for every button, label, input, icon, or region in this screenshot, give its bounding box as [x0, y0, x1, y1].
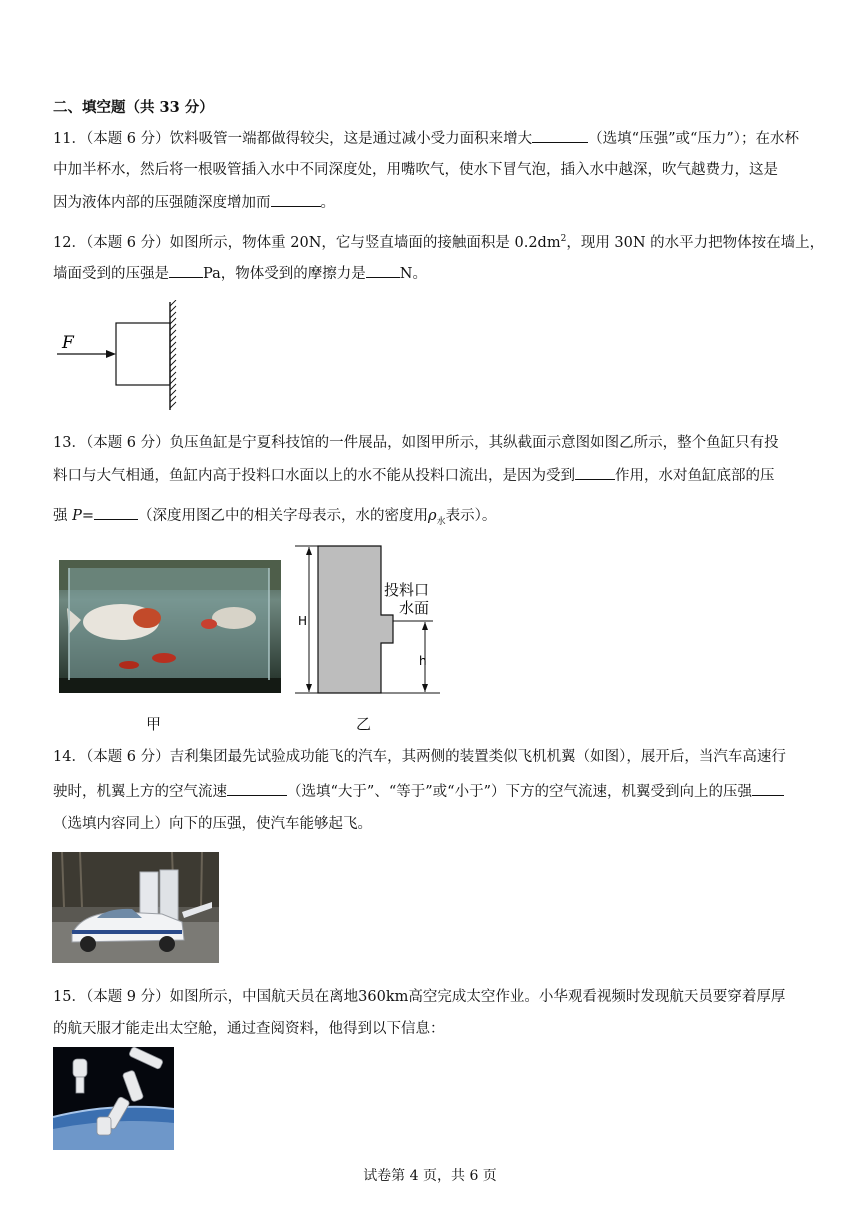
q13-text: 料口与大气相通，鱼缸内高于投料口水面以上的水不能从投料口流出，是因为受到: [53, 468, 575, 484]
answer-blank[interactable]: [227, 781, 287, 796]
q14-line-3: [53, 814, 372, 834]
fish-tank-photo: [59, 560, 281, 693]
tank-section: [318, 546, 393, 693]
q12-line-2: [53, 263, 427, 284]
block: [116, 323, 170, 385]
q13-text: （深度用图乙中的相关字母表示，水的密度用: [138, 508, 429, 524]
q12-text: ，现用 30N 的水平力把物体按在墙上，: [566, 234, 825, 251]
tank-cross-section-diagram: [295, 543, 445, 698]
q11-text: 。: [320, 195, 335, 211]
q15-line-1: [53, 987, 785, 1007]
answer-blank[interactable]: [532, 128, 588, 143]
q14-text: 14．（本题 6 分）吉利集团最先试验成功能飞的汽车，其两侧的装置类似飞机机翼（如图），展开后，当汽车高速行: [53, 749, 786, 765]
caption-jia: 甲: [146, 715, 162, 733]
q11-text: 中加半杯水，然后将一根吸管插入水中不同深度处，用嘴吹气，使水下冒气泡，插入水中越深，吹气越费力，这是: [53, 162, 778, 178]
label-water-surface: 水面: [399, 599, 430, 617]
q15-text: 15．（本题 9 分）如图所示，中国航天员在离地360km高空完成太空作业。小华观看视频时发现航天员要穿着厚厚: [53, 989, 786, 1005]
q12-text: N。: [399, 266, 427, 282]
caption-yi: 乙: [356, 715, 372, 733]
density-subscript: 水: [436, 516, 446, 527]
q13-text: 强: [53, 508, 73, 524]
q11-line-3: [53, 192, 335, 213]
q13-text: 表示）。: [445, 508, 497, 524]
q14-text: （选填“大于”、“等于”或“小于”）下方的空气流速，机翼受到向上的压强: [287, 784, 752, 800]
page-footer: 试卷第 4 页，共 6 页: [363, 1168, 497, 1184]
arrow-head-icon: [422, 684, 428, 692]
q14-line-2: [53, 781, 784, 802]
pressure-symbol: P: [72, 508, 82, 524]
label-inlet: 投料口: [384, 581, 430, 599]
q14-line-1: [53, 747, 786, 767]
arrow-head-icon: [306, 684, 312, 692]
arrow-head-icon: [306, 547, 312, 555]
q14-text: 驶时，机翼上方的空气流速: [53, 784, 227, 800]
force-label: F: [62, 333, 74, 353]
superscript: 2: [560, 234, 567, 244]
q11-text: 11．（本题 6 分）饮料吸管一端都做得较尖，这是通过减小受力面积来增大: [53, 131, 533, 147]
q15-text: 的航天服才能走出太空舱，通过查阅资料，他得到以下信息：: [53, 1021, 445, 1037]
density-symbol: ρ: [428, 508, 437, 524]
answer-blank[interactable]: [366, 263, 400, 278]
q11-line-1: [53, 128, 799, 149]
q13-line-1: [53, 433, 779, 453]
q11-text: （选填“压强”或“压力”）；在水杯: [588, 131, 800, 147]
q11-line-2: [53, 160, 778, 180]
q12-text: 12．（本题 6 分）如图所示，物体重 20N，它与竖直墙面的接触面积是 0.2dm: [53, 234, 561, 251]
q13-text: 13．（本题 6 分）负压鱼缸是宁夏科技馆的一件展品，如图甲所示，其纵截面示意图如图乙所示，整个鱼缸只有投: [53, 435, 779, 451]
q13-line-2: [53, 465, 775, 486]
force-wall-diagram: [52, 300, 192, 412]
q12-text: 墙面受到的压强是: [53, 266, 169, 282]
arrow-head-icon: [422, 622, 428, 630]
wall-hatching: [170, 300, 176, 408]
answer-blank[interactable]: [94, 505, 138, 520]
q14-text: （选填内容同上）向下的压强，使汽车能够起飞。: [53, 816, 372, 832]
answer-blank[interactable]: [575, 465, 615, 480]
answer-blank[interactable]: [271, 192, 321, 207]
q13-line-3: [53, 505, 496, 532]
label-H: H: [298, 614, 308, 628]
flying-car-photo: [52, 852, 219, 963]
q12-text: Pa，物体受到的摩擦力是: [203, 266, 366, 282]
astronaut-spacewalk-photo: [53, 1047, 174, 1150]
q11-text: 因为液体内部的压强随深度增加而: [53, 195, 271, 211]
q13-text: =: [81, 508, 95, 524]
q12-line-1: [53, 229, 824, 253]
answer-blank[interactable]: [169, 263, 203, 278]
section-heading: 二、填空题（共 33 分）: [53, 99, 214, 116]
q13-text: 作用，水对鱼缸底部的压: [615, 468, 775, 484]
answer-blank[interactable]: [752, 781, 784, 796]
q15-line-2: [53, 1019, 445, 1039]
label-h: h: [419, 654, 427, 668]
arrow-head-icon: [106, 350, 116, 358]
